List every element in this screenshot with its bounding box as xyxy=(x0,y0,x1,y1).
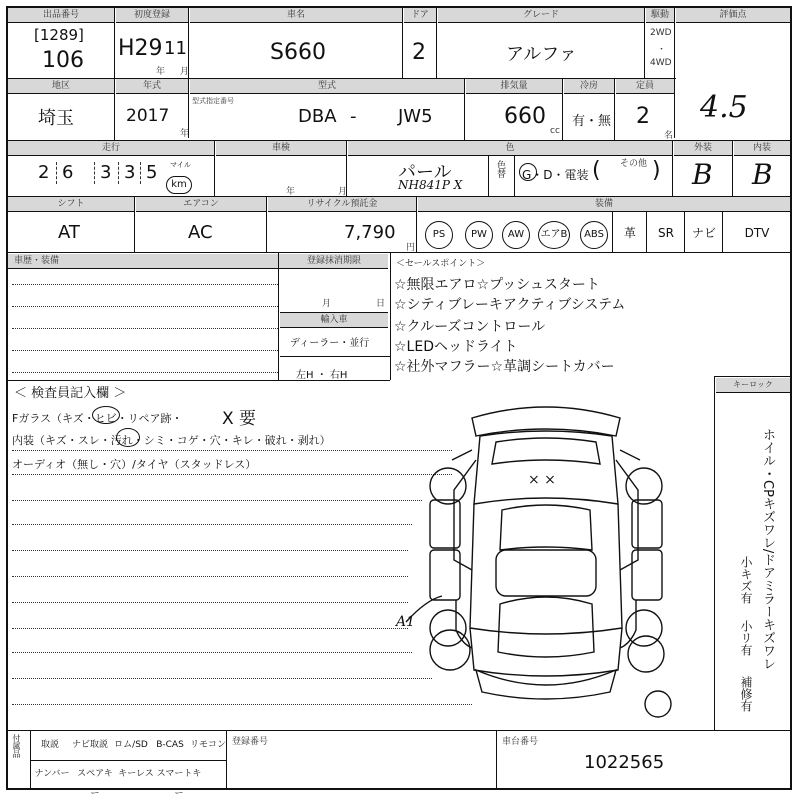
interior-header: 内装 xyxy=(734,141,790,156)
mileage-digit-5: 5 xyxy=(146,162,158,183)
reg-expiry-header: 登録抹消期限 xyxy=(280,254,388,269)
steering-side: 左H ・ 右H xyxy=(296,370,348,381)
mileage-mile-label: マイル xyxy=(170,161,191,169)
year-header: 年式 xyxy=(116,79,188,94)
glass-note: X 要 xyxy=(222,409,257,429)
seats-header: 定員 xyxy=(616,79,674,94)
paint-options: G・D・電装 xyxy=(522,168,589,182)
yen-unit: 円 xyxy=(406,243,416,253)
shift-header: シフト xyxy=(8,197,134,212)
sales-point-4: ☆LEDヘッドライト xyxy=(394,339,518,355)
damage-code-a1: A1 xyxy=(396,614,416,630)
paint-close-paren: ) xyxy=(652,158,661,183)
recycle-fee: 7,790 xyxy=(344,222,396,243)
import-header: 輸入車 xyxy=(280,312,388,328)
equip-ps: PS xyxy=(420,217,458,249)
sales-point-1: ☆無限エアロ☆プッシュスタート xyxy=(394,277,600,293)
mileage-digit-4: 3 xyxy=(124,162,136,183)
footer-keyless: キーレス xyxy=(118,769,154,779)
exterior-header: 外装 xyxy=(674,141,732,156)
door-count: 2 xyxy=(412,40,426,65)
inspector-title: ＜ 検査員記入欄 ＞ xyxy=(14,386,127,401)
history-header: 車歴・装備 xyxy=(8,254,284,269)
equip-dtv: DTV xyxy=(744,226,770,240)
doors-header: ドア xyxy=(404,8,436,23)
grade-name: アルファ xyxy=(506,44,577,65)
first-reg-header: 初度登録 xyxy=(116,8,188,23)
equip-pw: PW xyxy=(460,217,498,249)
drive-header: 駆動 xyxy=(646,8,674,23)
model-dash: - xyxy=(350,106,357,127)
equipment-header: 装備 xyxy=(418,197,790,212)
mileage-header: 走行 xyxy=(8,141,214,156)
registration-number-label: 登録番号 xyxy=(232,737,269,747)
aircon-header: エアコン xyxy=(136,197,266,212)
lot-number: 106 xyxy=(42,48,84,73)
mileage-digit-3: 3 xyxy=(100,162,112,183)
interior-grade: B xyxy=(752,158,773,191)
inspection-month-unit: 月 xyxy=(338,187,348,197)
paint-other-label: その他 xyxy=(620,159,648,169)
footer-smart-key: スマートキー xyxy=(156,769,202,799)
seat-count: 2 xyxy=(636,104,650,129)
inspection-header: 車検 xyxy=(216,141,346,156)
key-lock-label: キーロック xyxy=(716,378,790,393)
reg-month-label: 月 xyxy=(322,299,332,309)
legend-line-1: ホイル・CPキズワレ/ドアミラーキズワレ xyxy=(760,428,775,671)
grade-header: グレード xyxy=(438,8,644,23)
inspector-line-audio: オーディオ（無し・穴）/タイヤ（スタッドレス） xyxy=(12,458,257,471)
paint-g-circle xyxy=(519,163,537,181)
legend-line-3: 小リ有 xyxy=(739,620,753,656)
year-unit: 年 xyxy=(156,67,166,77)
color-change-mark: 色替 xyxy=(495,160,505,178)
equip-sunroof: SR xyxy=(658,226,674,240)
score-header: 評価点 xyxy=(676,8,790,23)
model-prefix: DBA xyxy=(298,106,337,127)
model-code: JW5 xyxy=(398,106,433,127)
glass-circle-mark xyxy=(92,406,120,424)
chassis-number: 1022565 xyxy=(584,752,665,773)
model-year-unit: 年 xyxy=(180,129,190,139)
equip-airbag: エアB xyxy=(534,217,574,249)
footer-remote: リモコン xyxy=(190,740,227,750)
mileage-unit: km xyxy=(166,172,192,194)
car-name-header: 車名 xyxy=(190,8,402,23)
footer-navi-manual: ナビ取説 xyxy=(71,740,108,750)
color-code: NH841P X xyxy=(398,178,463,192)
color-header: 色 xyxy=(348,141,672,156)
drive-4wd: 4WD xyxy=(650,58,672,68)
inspection-score: 4.5 xyxy=(700,90,748,125)
footer-bcas: B-CAS xyxy=(156,740,184,750)
seat-unit: 名 xyxy=(664,131,674,141)
first-reg-era: H29 xyxy=(118,36,163,61)
import-type: ディーラー・並行 xyxy=(290,338,370,349)
footer-rom-sd: ロム/SD xyxy=(114,740,148,750)
region: 埼玉 xyxy=(38,108,74,129)
region-header: 地区 xyxy=(8,79,114,94)
lot-index: [1289] xyxy=(34,26,84,44)
cooler-header: 冷房 xyxy=(564,79,614,94)
car-damage-diagram xyxy=(396,400,696,720)
chassis-number-label: 車台番号 xyxy=(502,737,539,747)
inspection-year-unit: 年 xyxy=(286,187,296,197)
sales-point-2: ☆シティブレーキアクティブシステム xyxy=(394,297,626,313)
cc-unit: cc xyxy=(550,126,560,136)
exterior-grade: B xyxy=(692,158,713,191)
car-name: S660 xyxy=(270,40,326,65)
aircon: AC xyxy=(188,222,213,243)
footer-left-mark: 付属品 xyxy=(12,734,21,758)
legend-line-4: 補修有 xyxy=(739,676,753,712)
interior-circle-mark xyxy=(116,428,140,447)
transmission: AT xyxy=(58,222,80,243)
drive-2wd: 2WD xyxy=(650,28,672,38)
equip-navi: ナビ xyxy=(691,226,716,240)
footer-manual: 取説 xyxy=(40,740,59,750)
equip-leather: 革 xyxy=(623,226,636,240)
cooler-flag: 有・無 xyxy=(572,114,612,129)
inspector-line-glass: Fガラス（キズ・ヒビ・リペア跡・ xyxy=(12,412,183,425)
equip-abs: ABS xyxy=(576,217,612,249)
equip-aw: AW xyxy=(500,217,532,249)
displacement: 660 xyxy=(504,104,546,129)
model-designation-label: 型式指定番号 xyxy=(192,97,234,105)
color-name: パール xyxy=(398,162,452,183)
footer-spare-key: スペアキー xyxy=(77,769,113,799)
first-reg-month: 11 xyxy=(164,38,187,59)
mileage-digit-2: 6 xyxy=(62,162,74,183)
displacement-header: 排気量 xyxy=(466,79,562,94)
model-year: 2017 xyxy=(126,106,170,126)
sales-point-5: ☆社外マフラー☆革調シートカバー xyxy=(394,359,615,375)
sales-point-3: ☆クルーズコントロール xyxy=(394,319,546,335)
legend-line-2: 小キズ有 xyxy=(739,556,753,604)
inspector-line-interior: 内装（キズ・スレ・汚れ・シミ・コゲ・穴・キレ・破れ・剥れ） xyxy=(12,434,331,447)
rear-damage-mark: × × xyxy=(528,472,556,488)
model-type-header: 型式 xyxy=(190,79,464,94)
reg-day-label: 日 xyxy=(376,299,386,309)
mileage-digit-1: 2 xyxy=(38,162,50,183)
sales-points-label: ＜セールスポイント＞ xyxy=(396,259,486,269)
lot-header: 出品番号 xyxy=(8,8,114,23)
month-unit: 月 xyxy=(180,67,190,77)
recycle-header: リサイクル預託金 xyxy=(268,197,416,212)
drive-dot: ・ xyxy=(657,45,667,55)
footer-number: ナンバー xyxy=(34,769,70,779)
paint-open-paren: ( xyxy=(592,158,601,183)
